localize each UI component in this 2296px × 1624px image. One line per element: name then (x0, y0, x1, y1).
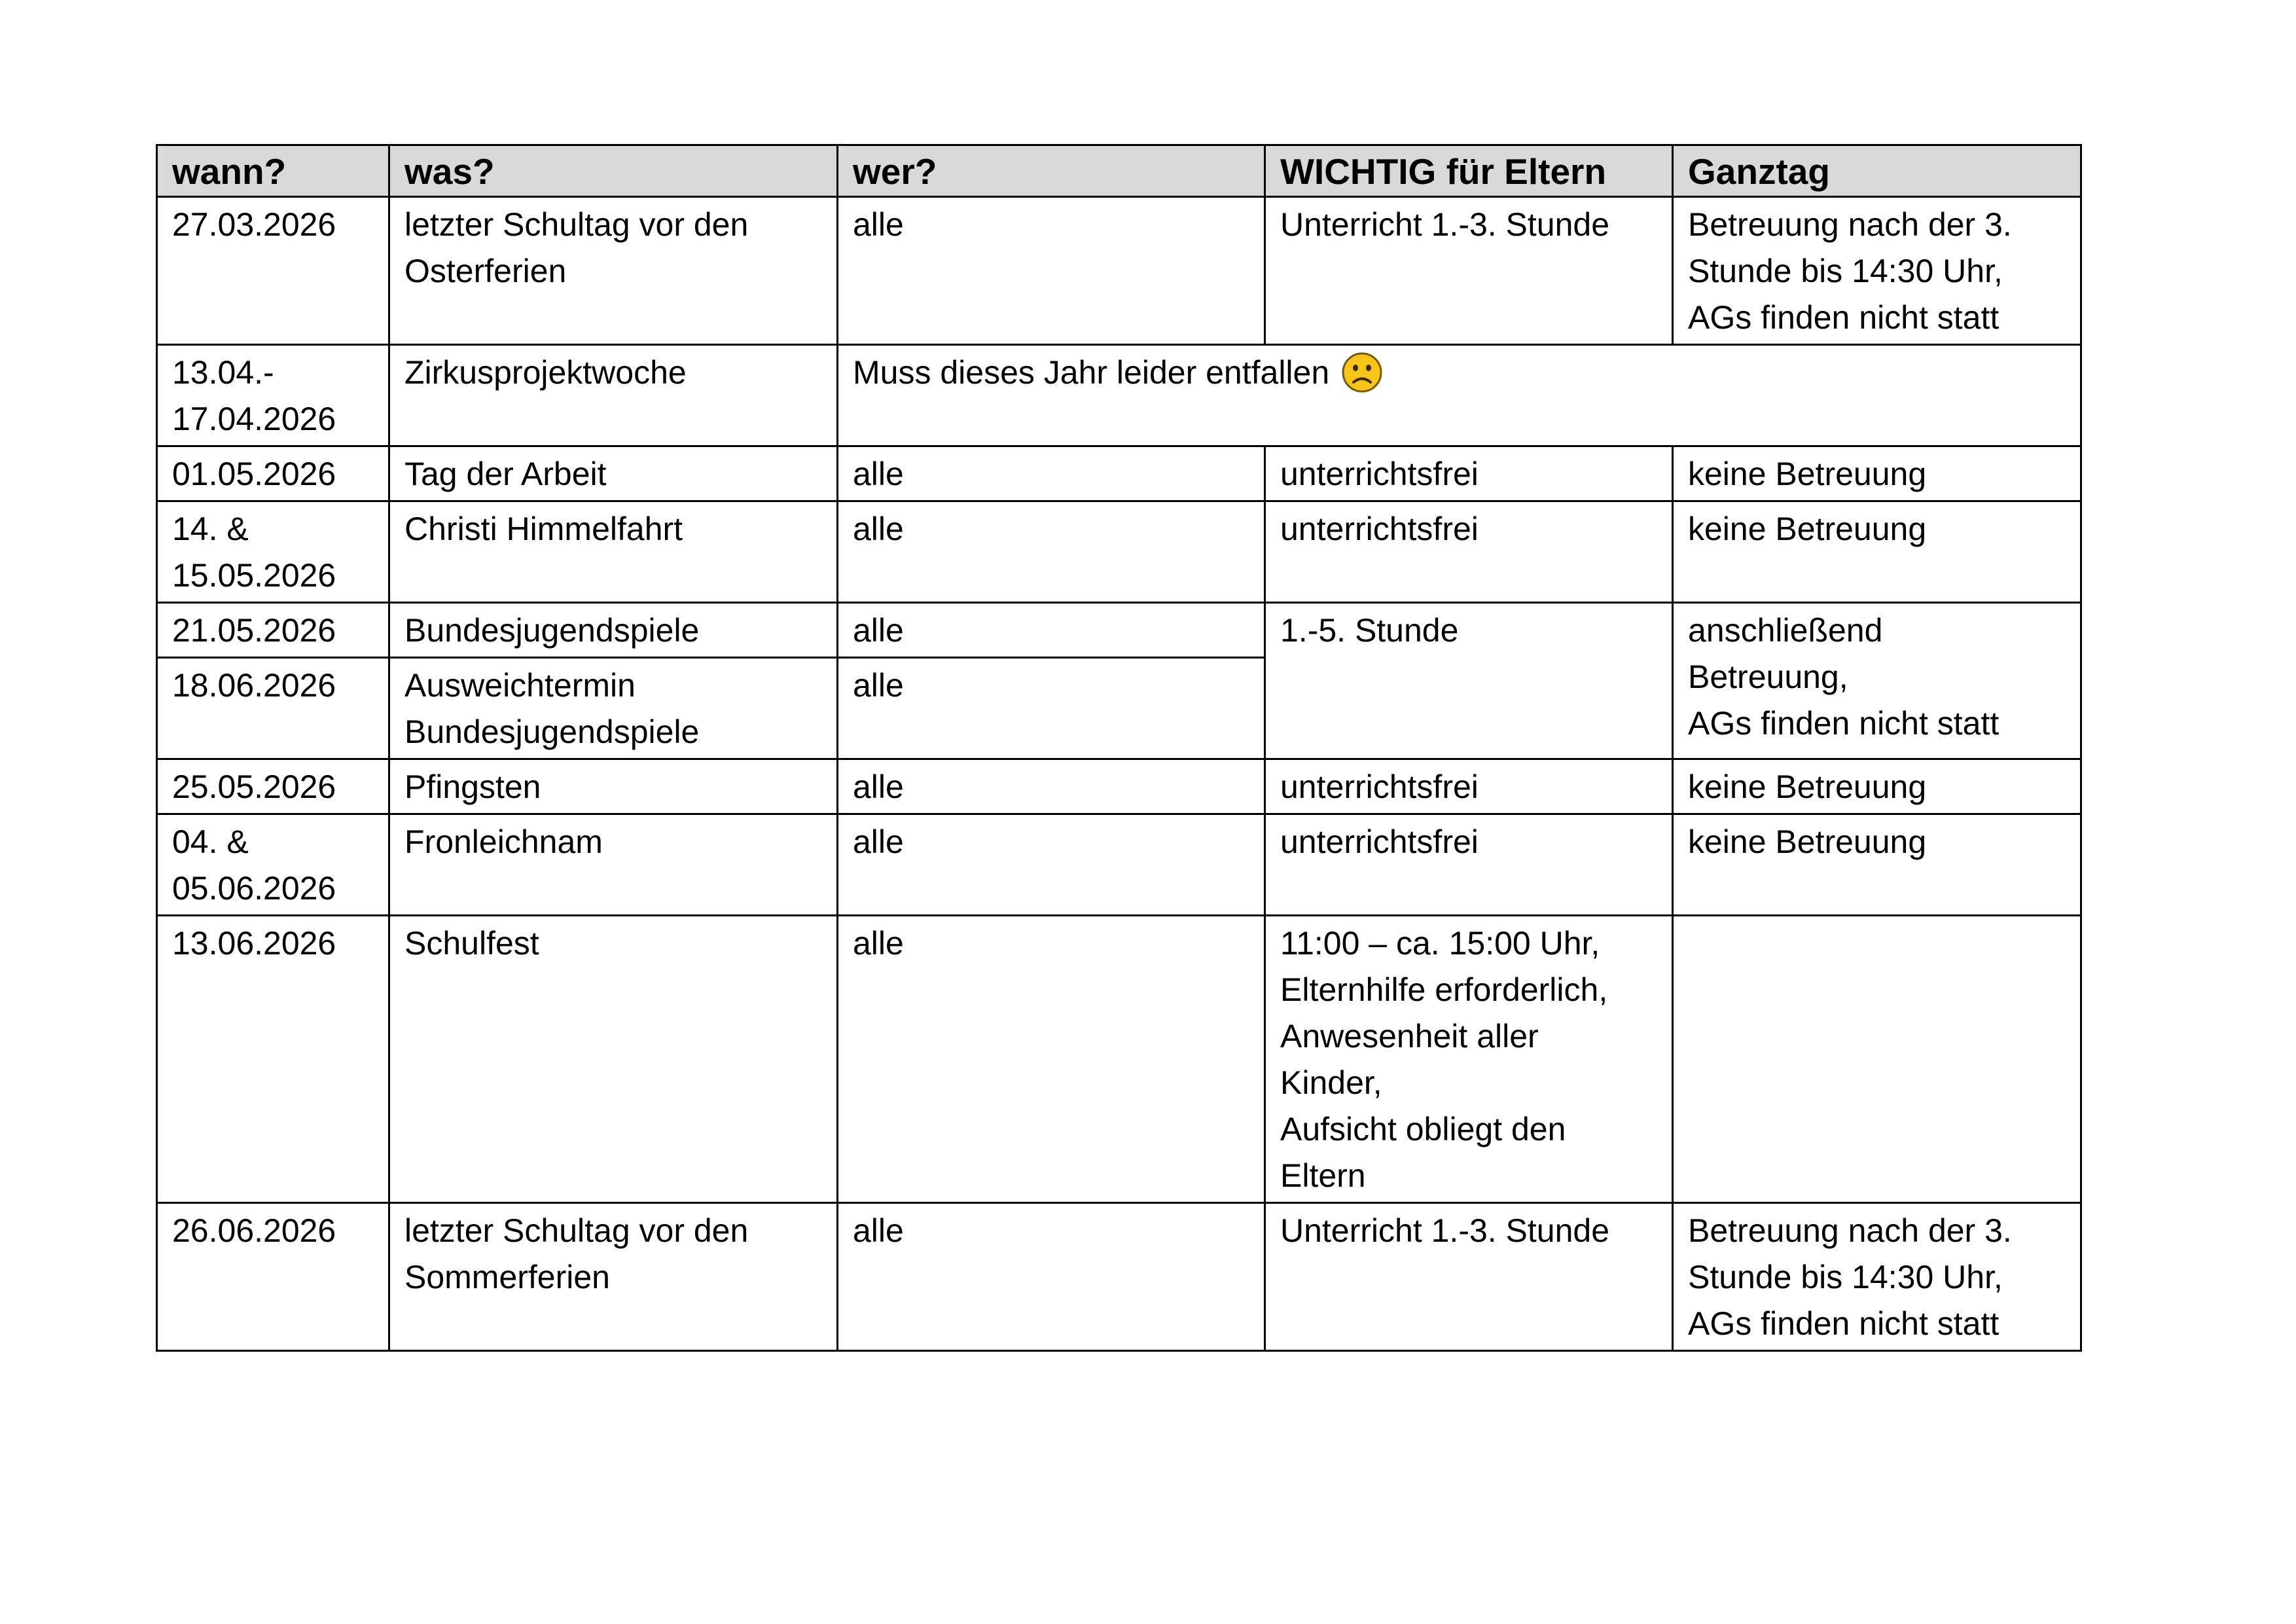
header-important: WICHTIG für Eltern (1265, 145, 1673, 197)
cell-who: alle (838, 916, 1265, 1203)
cell-important: Unterricht 1.-3. Stunde (1265, 197, 1673, 345)
cell-when: 13.06.2026 (157, 916, 389, 1203)
cell-when: 18.06.2026 (157, 658, 389, 759)
cell-who: alle (838, 446, 1265, 501)
cell-allday: keine Betreuung (1673, 759, 2081, 814)
cell-what: letzter Schultag vor den Osterferien (389, 197, 838, 345)
cell-allday: anschließend Betreuung, AGs finden nicht statt (1673, 603, 2081, 759)
cell-what: Zirkusprojektwoche (389, 345, 838, 446)
cell-who: alle (838, 658, 1265, 759)
cell-who: alle (838, 603, 1265, 658)
cell-what: Ausweichtermin Bundesjugendspiele (389, 658, 838, 759)
cell-important: unterrichtsfrei (1265, 814, 1673, 916)
cell-what: Bundesjugendspiele (389, 603, 838, 658)
cell-when: 13.04.- 17.04.2026 (157, 345, 389, 446)
table-row (157, 759, 2081, 814)
sad-face-icon (1341, 352, 1383, 393)
table-row (157, 446, 2081, 501)
cell-when: 21.05.2026 (157, 603, 389, 658)
cell-when: 27.03.2026 (157, 197, 389, 345)
table-row (157, 197, 2081, 345)
header-what: was? (389, 145, 838, 197)
cell-what: Fronleichnam (389, 814, 838, 916)
cell-what: Christi Himmelfahrt (389, 501, 838, 603)
table-row (157, 814, 2081, 916)
cell-what: Schulfest (389, 916, 838, 1203)
cell-allday: Betreuung nach der 3. Stunde bis 14:30 Uhr, AGs finden nicht statt (1673, 1203, 2081, 1351)
cell-allday: keine Betreuung (1673, 814, 2081, 916)
table-row (157, 1203, 2081, 1351)
cell-allday: keine Betreuung (1673, 501, 2081, 603)
cell-important: 11:00 – ca. 15:00 Uhr, Elternhilfe erforderlich, Anwesenheit aller Kinder, Aufsicht obliegt den Eltern (1265, 916, 1673, 1203)
cell-allday (1673, 916, 2081, 1203)
header-allday: Ganztag (1673, 145, 2081, 197)
cell-when: 26.06.2026 (157, 1203, 389, 1351)
table-header-row (157, 145, 2081, 197)
cell-important: unterrichtsfrei (1265, 501, 1673, 603)
table-row (157, 501, 2081, 603)
cell-important: Unterricht 1.-3. Stunde (1265, 1203, 1673, 1351)
cell-when: 04. & 05.06.2026 (157, 814, 389, 916)
header-when: wann? (157, 145, 389, 197)
cell-who: alle (838, 197, 1265, 345)
cell-who: alle (838, 1203, 1265, 1351)
cell-allday: Betreuung nach der 3. Stunde bis 14:30 Uhr, AGs finden nicht statt (1673, 197, 2081, 345)
cancellation-note-cell (838, 345, 2081, 446)
table-row (157, 916, 2081, 1203)
cell-when: 25.05.2026 (157, 759, 389, 814)
table-row (157, 603, 2081, 658)
cell-when: 14. & 15.05.2026 (157, 501, 389, 603)
cell-what: Tag der Arbeit (389, 446, 838, 501)
cell-important: 1.-5. Stunde (1265, 603, 1673, 759)
cell-allday: keine Betreuung (1673, 446, 2081, 501)
cell-who: alle (838, 814, 1265, 916)
header-who: wer? (838, 145, 1265, 197)
schedule-table (156, 144, 2082, 1352)
cancellation-note: Muss dieses Jahr leider entfallen (853, 354, 1330, 391)
cell-who: alle (838, 759, 1265, 814)
cell-when: 01.05.2026 (157, 446, 389, 501)
cell-what: letzter Schultag vor den Sommerferien (389, 1203, 838, 1351)
cell-important: unterrichtsfrei (1265, 446, 1673, 501)
table-row (157, 345, 2081, 446)
cell-important: unterrichtsfrei (1265, 759, 1673, 814)
cell-who: alle (838, 501, 1265, 603)
cell-what: Pfingsten (389, 759, 838, 814)
